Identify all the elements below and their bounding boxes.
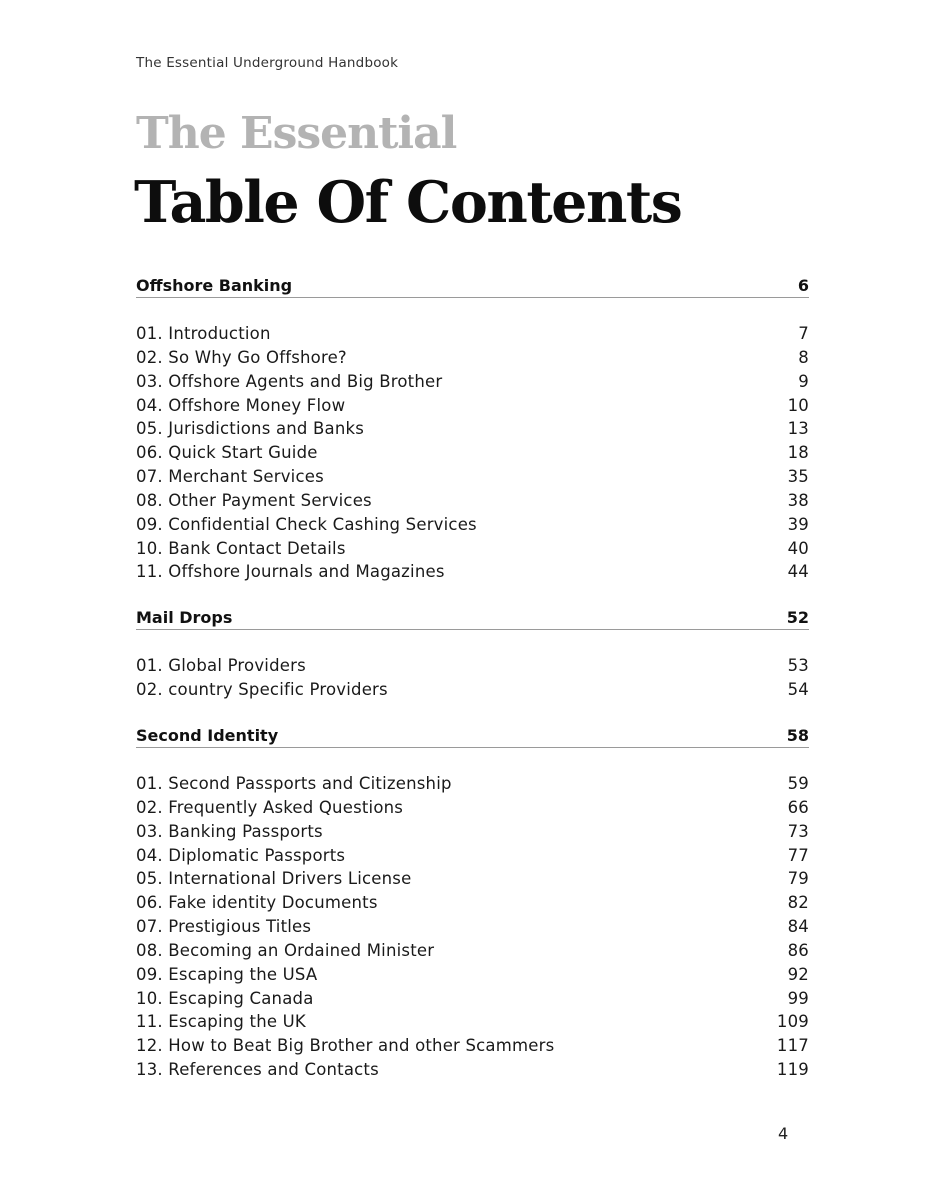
toc-entry [136, 1058, 809, 1082]
entry-page: 109 [776, 1012, 809, 1032]
toc-entry [136, 322, 809, 346]
entry-list [136, 654, 809, 702]
entry-label: 08. Becoming an Ordained Minister [136, 940, 435, 960]
entry-page: 82 [787, 893, 809, 913]
toc-entry [136, 987, 809, 1011]
entry-label: 01. Global Providers [136, 656, 306, 676]
toc-entry [136, 346, 809, 370]
section-page: 6 [797, 276, 809, 295]
section-heading [136, 606, 809, 630]
entry-page: 38 [787, 490, 809, 510]
entry-label: 12. How to Beat Big Brother and other Scammers [136, 1036, 555, 1056]
entry-label: 11. Escaping the UK [136, 1012, 306, 1032]
toc-entry [136, 772, 809, 796]
entry-page: 84 [787, 917, 809, 937]
entry-page: 117 [776, 1036, 809, 1056]
toc-entry [136, 820, 809, 844]
page-title: Table Of Contents [134, 169, 682, 236]
entry-page: 13 [787, 419, 809, 439]
toc-entry [136, 1034, 809, 1058]
table-of-contents [136, 274, 809, 1104]
toc-entry [136, 867, 809, 891]
entry-label: 08. Other Payment Services [136, 490, 372, 510]
entry-page: 8 [798, 347, 809, 367]
toc-entry [136, 939, 809, 963]
entry-label: 07. Prestigious Titles [136, 917, 312, 937]
entry-label: 11. Offshore Journals and Magazines [136, 562, 445, 582]
entry-label: 05. International Drivers License [136, 869, 412, 889]
entry-label: 03. Banking Passports [136, 821, 323, 841]
title-kicker: The Essential [136, 108, 457, 159]
entry-page: 35 [787, 467, 809, 487]
entry-label: 02. Frequently Asked Questions [136, 797, 404, 817]
toc-entry [136, 560, 809, 584]
entry-label: 06. Quick Start Guide [136, 443, 318, 463]
entry-label: 06. Fake identity Documents [136, 893, 378, 913]
toc-entry [136, 417, 809, 441]
section-heading [136, 724, 809, 748]
entry-page: 77 [787, 845, 809, 865]
toc-entry [136, 915, 809, 939]
entry-label: 05. Jurisdictions and Banks [136, 419, 365, 439]
toc-entry [136, 654, 809, 678]
entry-label: 13. References and Contacts [136, 1060, 379, 1080]
toc-entry [136, 465, 809, 489]
entry-page: 92 [787, 964, 809, 984]
section-title: Offshore Banking [136, 276, 293, 295]
entry-page: 119 [776, 1060, 809, 1080]
entry-page: 54 [787, 680, 809, 700]
toc-entry [136, 489, 809, 513]
entry-page: 59 [787, 773, 809, 793]
entry-label: 02. So Why Go Offshore? [136, 347, 347, 367]
page-number: 4 [778, 1124, 789, 1143]
entry-page: 9 [798, 371, 809, 391]
running-header: The Essential Underground Handbook [136, 55, 399, 71]
section-page: 52 [786, 608, 809, 628]
entry-label: 07. Merchant Services [136, 467, 324, 487]
section-heading [136, 274, 809, 298]
toc-entry [136, 537, 809, 561]
entry-label: 10. Bank Contact Details [136, 538, 346, 558]
entry-list [136, 322, 809, 584]
toc-entry [136, 844, 809, 868]
entry-label: 01. Introduction [136, 324, 271, 343]
entry-label: 04. Diplomatic Passports [136, 845, 346, 865]
entry-page: 66 [787, 797, 809, 817]
entry-page: 44 [787, 562, 809, 582]
toc-entry [136, 891, 809, 915]
toc-entry [136, 1010, 809, 1034]
entry-label: 09. Confidential Check Cashing Services [136, 514, 477, 534]
toc-entry [136, 796, 809, 820]
entry-page: 53 [787, 656, 809, 676]
entry-label: 09. Escaping the USA [136, 964, 318, 984]
toc-entry [136, 370, 809, 394]
entry-page: 86 [787, 940, 809, 960]
toc-entry [136, 394, 809, 418]
entry-label: 04. Offshore Money Flow [136, 395, 346, 415]
toc-entry [136, 678, 809, 702]
entry-page: 40 [787, 538, 809, 558]
toc-entry [136, 963, 809, 987]
entry-page: 99 [787, 988, 809, 1008]
entry-label: 10. Escaping Canada [136, 988, 314, 1008]
section-title: Second Identity [136, 725, 279, 745]
section-title: Mail Drops [136, 608, 233, 628]
entry-label: 02. country Specific Providers [136, 680, 388, 700]
entry-page: 73 [787, 821, 809, 841]
entry-label: 01. Second Passports and Citizenship [136, 773, 452, 793]
toc-entry [136, 441, 809, 465]
entry-page: 18 [787, 443, 809, 463]
entry-page: 7 [798, 324, 809, 343]
entry-page: 10 [787, 395, 809, 415]
toc-entry [136, 513, 809, 537]
entry-label: 03. Offshore Agents and Big Brother [136, 371, 443, 391]
entry-list [136, 772, 809, 1082]
entry-page: 79 [787, 869, 809, 889]
entry-page: 39 [787, 514, 809, 534]
section-page: 58 [786, 725, 809, 745]
